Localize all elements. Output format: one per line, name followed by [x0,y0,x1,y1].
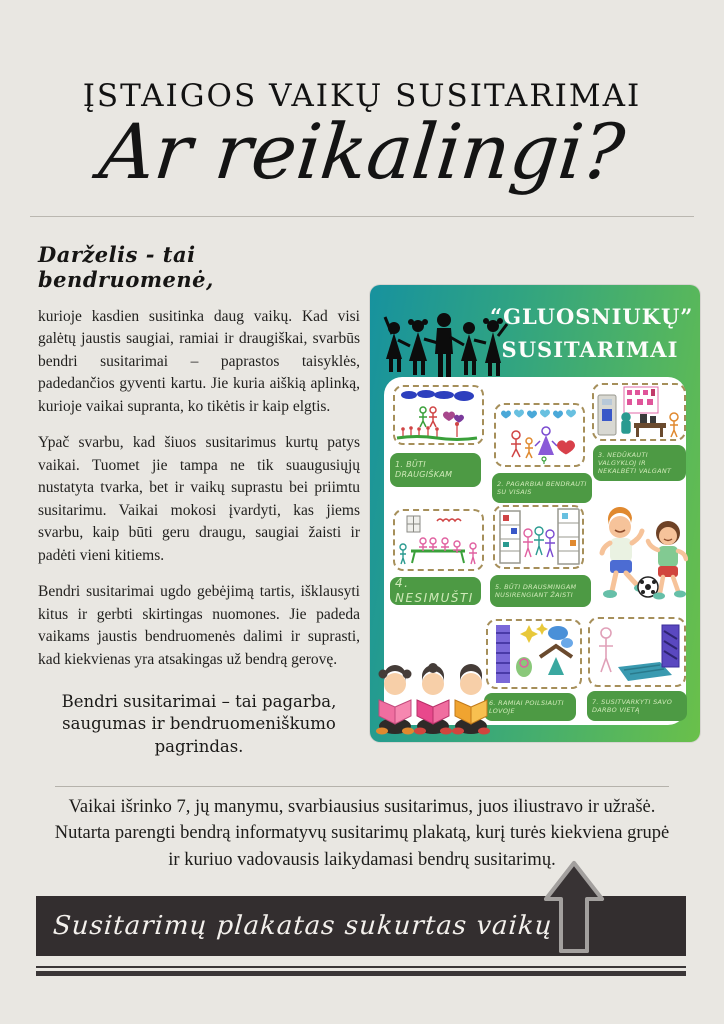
article-lead-heading: Darželis - tai bendruomenė, [38,242,214,292]
rule-drawing-3 [592,383,686,441]
rule-drawing-2 [494,403,585,467]
rule-label-4: 4. NESIMUŠTI [390,577,481,605]
rule-label-3: 3. NEDŪKAUTI VALGYKLOJ IR NEKALBĖTI VALGANT [593,445,686,481]
soccer-kids-illustration [590,499,688,611]
rule-label-1: 1. BŪTI DRAUGIŠKAM [390,453,481,487]
footer-paragraph: Vaikai išrinko 7, jų manymu, svarbiausius susitarimus, juos iliustravo ir užrašė. Nutarta parengti bendrą informatyvų susitarimų plakatą, kurį turės kiekviena grupė ir kuriuo vadovausis laikydamasi bendrų susitarimų. [54,797,670,870]
rule-label-7: 7. SUSITVARKYTI SAVO DARBO VIETĄ [587,691,687,721]
drawing-respectful-kids [496,405,583,465]
drawing-quiet-rest [488,621,580,687]
article-column [38,242,360,758]
footer-rule-thick [36,971,686,976]
page-title: ĮSTAIGOS VAIKŲ SUSITARIMAI [82,78,642,114]
rule-label-6: 6. RAMIAI POILSIAUTI LOVOJE [484,693,576,721]
up-arrow-icon [542,860,606,954]
article-paragraph: Bendri susitarimai ugdo gebėjimą tartis, išklausyti kitus ir gerbti skirtingas nuomones. Jie padeda vaikams jaustis bendruomenės dalimi ir suprasti, kad kiekvienas yra atsakingas už bendrą gerovę. [38,583,360,668]
rule-drawing-6 [486,619,582,689]
drawing-cloakroom [495,507,582,567]
rule-label-2: 2. PAGARBIAI BENDRAUTI SU VISAIS [492,473,592,503]
drawing-tidy-workplace [590,619,684,685]
reading-kids-illustration [374,660,492,740]
rule-label-5: 5. BŪTI DRAUSMINGAM NUSIRENGIANT ŽAISTI [490,575,591,607]
footer-rule-thin [36,966,686,968]
top-divider [30,216,694,217]
bottom-divider [55,786,669,787]
article-paragraph: kurioje kasdien susitinka daug vaikų. Kad visi galėtų jaustis saugiai, ramiai ir draugiškai, svarbūs bendri susitarimai – paprastos taisyklės, padedančios gyventi kartu. Jie kuria aiškią aplinką, kurioje vaikai supranta, ko tikėtis ir kaip elgtis. [38,308,360,415]
drawing-dining-room [594,385,684,439]
children-agreements-poster [370,285,700,742]
rule-drawing-4 [393,509,484,571]
rule-drawing-5 [493,505,584,569]
banner-text: Susitarimų plakatas sukurtas vaikų [52,911,554,941]
article-paragraph: Ypač svarbu, kad šiuos susitarimus kurtų patys vaikai. Tuomet jie tampa ne tik suaugusiųjų nustatyta tvarka, bet ir vaikų suprastu bei priimtu susitarimu. Vaikai mokosi įvardyti, kas jiems svarbu, kaip būti geru draugu, saugiai žaisti ir padėti vieni kitiems. [38,434,360,564]
page-subtitle-script: Ar reikalingi? [95,107,629,196]
rule-drawing-7 [588,617,686,687]
poster-title [490,301,694,366]
drawing-no-fighting [395,511,482,569]
poster-title-line2: SUSITARIMAI [501,336,679,362]
poster-title-line1: “GLUOSNIUKŲ” [490,304,694,329]
drawing-friendly-kids [395,387,482,443]
article-highlight: Bendri susitarimai – tai pagarba, saugumas ir bendruomeniškumo pagrindas. [61,692,337,756]
rule-drawing-1 [393,385,484,445]
